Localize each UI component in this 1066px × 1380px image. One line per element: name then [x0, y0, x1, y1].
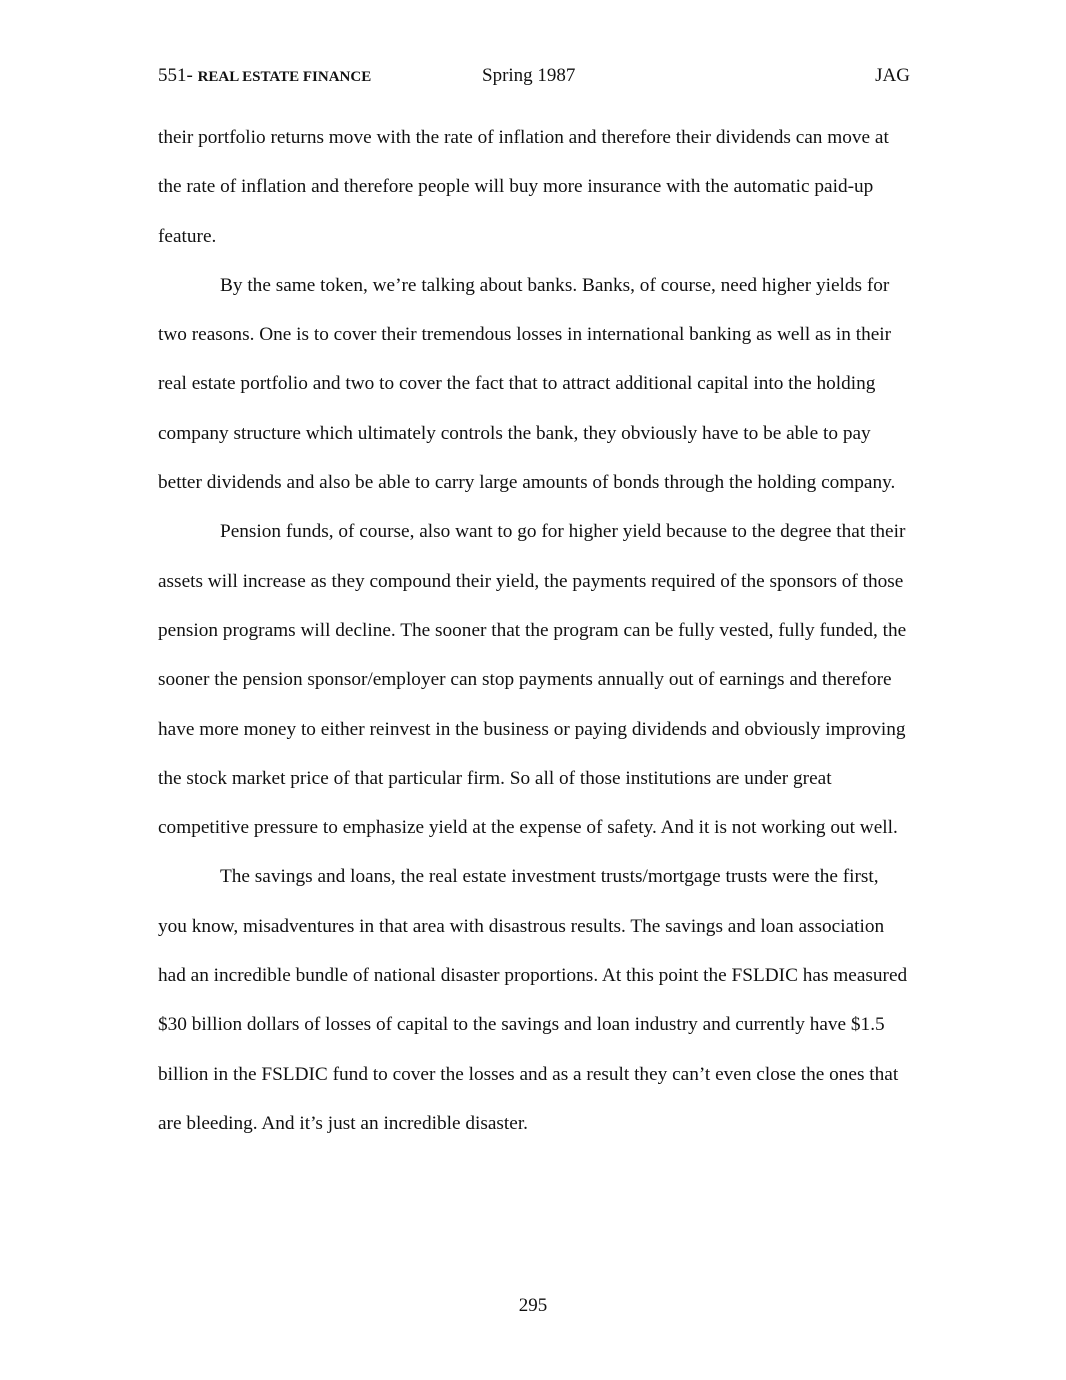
header-course [158, 62, 371, 91]
body-text [158, 113, 910, 1148]
course-title: REAL ESTATE FINANCE [197, 69, 372, 85]
header-term: Spring 1987 [482, 65, 576, 86]
course-number: 551- [158, 65, 193, 86]
paragraph-pension-funds: Pension funds, of course, also want to go for higher yield because to the degree that their assets will increase as they compound their yield, the payments required of the sponsors of those pension programs will decline. The sooner that the program can be fully vested, fully funded, the sooner the pension sponsor/employer can stop payments annually out of earnings and therefore have more money to either reinvest in the business or paying dividends and obviously improving the stock market price of that particular firm. So all of those institutions are under great competitive pressure to emphasize yield at the expense of safety. And it is not working out well. [158, 521, 907, 839]
header-initials: JAG [875, 65, 910, 86]
paragraph-banks: By the same token, we’re talking about banks. Banks, of course, need higher yields for two reasons. One is to cover their tremendous losses in international banking as well as in their real estate portfolio and two to cover the fact that to attract additional capital into the holding company structure which ultimately controls the bank, they obviously have to be able to pay better dividends and also be able to carry large amounts of bonds through the holding company. [158, 274, 896, 494]
paragraph-continued: their portfolio returns move with the rate of inflation and therefore their dividends can move at the rate of inflation and therefore people will buy more insurance with the automatic paid-up feature. [158, 127, 889, 247]
running-header [158, 62, 910, 90]
paragraph-savings-and-loans: The savings and loans, the real estate investment trusts/mortgage trusts were the first, you know, misadventures in that area with disastrous results. The savings and loan association had an incredible bundle of national disaster proportions. At this point the FSLDIC has measured $30 billion dollars of losses of capital to the savings and loan industry and currently have $1.5 billion in the FSLDIC fund to cover the losses and as a result they can’t even close the ones that are bleeding. And it’s just an incredible disaster. [158, 866, 908, 1134]
page-number: 295 [518, 1295, 548, 1316]
